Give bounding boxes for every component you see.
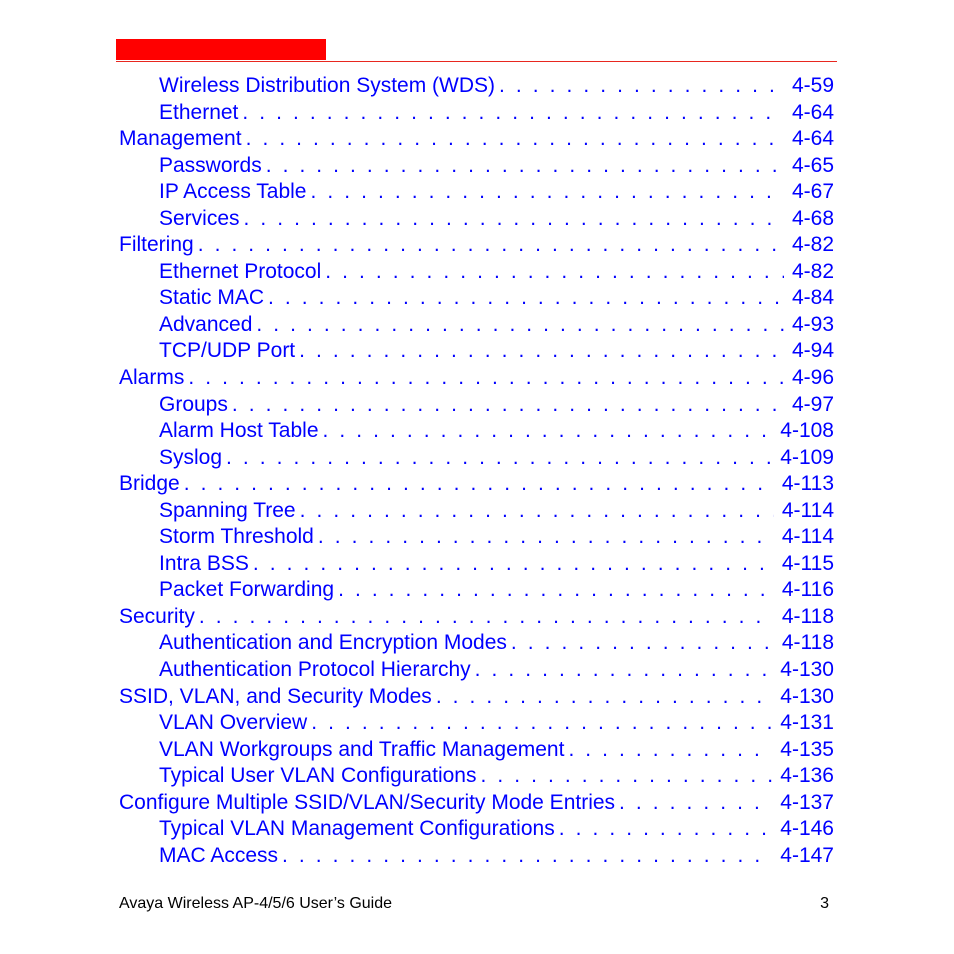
toc-dot-leader [318, 524, 774, 551]
toc-entry-page[interactable]: 4-116 [781, 578, 834, 602]
toc-entry-title[interactable]: VLAN Overview [159, 711, 308, 735]
toc-entry-page[interactable]: 4-96 [791, 366, 834, 390]
toc-entry-page[interactable]: 4-147 [780, 843, 834, 867]
toc-dot-leader [299, 338, 784, 365]
toc-entry[interactable] [119, 445, 834, 472]
toc-entry-title[interactable]: Static MAC [159, 286, 265, 310]
toc-entry[interactable] [119, 312, 834, 339]
toc-entry[interactable] [119, 604, 834, 631]
toc-entry[interactable] [119, 577, 834, 604]
toc-entry-page[interactable]: 4-65 [791, 153, 834, 177]
toc-entry-page[interactable]: 4-82 [791, 233, 834, 257]
toc-entry-page[interactable]: 4-84 [791, 286, 834, 310]
toc-dot-leader [480, 763, 772, 790]
toc-entry-title[interactable]: VLAN Workgroups and Traffic Management [159, 737, 565, 761]
toc-dot-leader [226, 445, 772, 472]
toc-entry[interactable] [119, 710, 834, 737]
toc-entry[interactable] [119, 153, 834, 180]
toc-entry-title[interactable]: Security [119, 604, 195, 628]
toc-entry[interactable] [119, 763, 834, 790]
toc-entry[interactable] [119, 630, 834, 657]
toc-entry-page[interactable]: 4-136 [780, 764, 834, 788]
toc-dot-leader [338, 577, 774, 604]
toc-entry[interactable] [119, 737, 834, 764]
footer-page-number: 3 [820, 895, 829, 912]
toc-dot-leader [300, 498, 774, 525]
toc-dot-leader [323, 418, 773, 445]
toc-dot-leader [436, 684, 772, 711]
toc-entry-title[interactable]: Filtering [119, 233, 194, 257]
toc-entry-page[interactable]: 4-64 [791, 127, 834, 151]
toc-entry[interactable] [119, 392, 834, 419]
toc-entry-title[interactable]: Alarms [119, 366, 185, 390]
toc-entry[interactable] [119, 365, 834, 392]
toc-entry-title[interactable]: Spanning Tree [159, 498, 296, 522]
toc-entry[interactable] [119, 285, 834, 312]
toc-entry-title[interactable]: TCP/UDP Port [159, 339, 296, 363]
toc-entry-title[interactable]: SSID, VLAN, and Security Modes [119, 684, 432, 708]
toc-dot-leader [511, 630, 774, 657]
toc-entry-page[interactable]: 4-97 [791, 392, 834, 416]
toc-entry-page[interactable]: 4-68 [791, 206, 834, 230]
toc-entry-page[interactable]: 4-109 [780, 445, 834, 469]
toc-entry-title[interactable]: Bridge [119, 472, 180, 496]
toc-entry[interactable] [119, 206, 834, 233]
toc-dot-leader [188, 365, 784, 392]
toc-entry[interactable] [119, 551, 834, 578]
toc-entry-title[interactable]: Ethernet Protocol [159, 259, 322, 283]
toc-entry-title[interactable]: Authentication Protocol Hierarchy [159, 658, 471, 682]
toc-entry[interactable] [119, 657, 834, 684]
toc-dot-leader [559, 816, 773, 843]
toc-entry[interactable] [119, 179, 834, 206]
toc-entry-page[interactable]: 4-59 [791, 74, 834, 97]
toc-entry-title[interactable]: Storm Threshold [159, 525, 314, 549]
toc-entry-title[interactable]: Services [159, 206, 240, 230]
toc-entry-title[interactable]: Passwords [159, 153, 262, 177]
toc-entry-title[interactable]: Syslog [159, 445, 223, 469]
toc-entry-page[interactable]: 4-82 [791, 259, 834, 283]
toc-dot-leader [311, 710, 772, 737]
toc-entry-title[interactable]: Configure Multiple SSID/VLAN/Security Mode Entries [119, 790, 616, 814]
toc-entry-page[interactable]: 4-108 [780, 419, 834, 443]
toc-entry-page[interactable]: 4-93 [791, 312, 834, 336]
table-of-contents [119, 73, 834, 869]
toc-entry-title[interactable]: Authentication and Encryption Modes [159, 631, 507, 655]
toc-entry[interactable] [119, 498, 834, 525]
toc-dot-leader [232, 392, 784, 419]
toc-entry[interactable] [119, 126, 834, 153]
toc-entry-page[interactable]: 4-114 [781, 498, 834, 522]
toc-entry-page[interactable]: 4-135 [780, 737, 834, 761]
footer-title: Avaya Wireless AP-4/5/6 User’s Guide [119, 895, 393, 912]
toc-entry-page[interactable]: 4-113 [781, 472, 834, 496]
toc-entry-page[interactable]: 4-130 [780, 658, 834, 682]
toc-entry[interactable] [119, 232, 834, 259]
toc-dot-leader [282, 843, 772, 870]
toc-entry[interactable] [119, 471, 834, 498]
toc-entry-page[interactable]: 4-64 [791, 100, 834, 124]
toc-entry[interactable] [119, 418, 834, 445]
toc-dot-leader [268, 285, 784, 312]
toc-entry[interactable] [119, 684, 834, 711]
toc-entry[interactable] [119, 73, 834, 100]
toc-entry-page[interactable]: 4-146 [780, 817, 834, 841]
toc-entry-page[interactable]: 4-131 [780, 711, 834, 735]
toc-dot-leader [310, 179, 783, 206]
toc-entry[interactable] [119, 843, 834, 870]
toc-entry-page[interactable]: 4-67 [791, 180, 834, 204]
toc-entry-title[interactable]: Wireless Distribution System (WDS) [159, 74, 496, 97]
toc-dot-leader [325, 259, 784, 286]
toc-entry-title[interactable]: Ethernet [159, 100, 239, 124]
toc-dot-leader [246, 126, 784, 153]
toc-entry-title[interactable]: MAC Access [159, 843, 279, 867]
toc-entry-title[interactable]: Groups [159, 392, 228, 416]
toc-entry-title[interactable]: Typical User VLAN Configurations [159, 764, 477, 788]
toc-entry[interactable] [119, 100, 834, 127]
toc-entry-page[interactable]: 4-137 [780, 790, 834, 814]
toc-dot-leader [244, 206, 784, 233]
toc-entry[interactable] [119, 524, 834, 551]
toc-entry[interactable] [119, 259, 834, 286]
toc-entry-page[interactable]: 4-94 [791, 339, 834, 363]
header-rule [116, 61, 837, 62]
toc-entry-title[interactable]: Typical VLAN Management Configurations [159, 817, 555, 841]
toc-entry-title[interactable]: Intra BSS [159, 551, 249, 575]
toc-entry[interactable] [119, 816, 834, 843]
toc-entry-title[interactable]: Management [119, 127, 242, 151]
toc-entry[interactable] [119, 790, 834, 817]
toc-dot-leader [475, 657, 773, 684]
toc-entry-page[interactable]: 4-118 [781, 631, 834, 655]
toc-dot-leader [242, 100, 784, 127]
toc-dot-leader [256, 312, 784, 339]
toc-dot-leader [619, 790, 772, 817]
toc-dot-leader [199, 604, 774, 631]
toc-dot-leader [198, 232, 784, 259]
toc-entry-title[interactable]: Advanced [159, 312, 253, 336]
toc-entry-title[interactable]: Packet Forwarding [159, 578, 335, 602]
toc-entry-title[interactable]: Alarm Host Table [159, 419, 319, 443]
toc-entry-title[interactable]: IP Access Table [159, 180, 307, 204]
toc-entry-page[interactable]: 4-130 [780, 684, 834, 708]
toc-entry-page[interactable]: 4-115 [781, 551, 834, 575]
toc-entry[interactable] [119, 338, 834, 365]
toc-entry-page[interactable]: 4-114 [781, 525, 834, 549]
toc-entry-page[interactable]: 4-118 [781, 604, 834, 628]
toc-dot-leader [184, 471, 774, 498]
toc-dot-leader [568, 737, 772, 764]
header-color-bar [116, 39, 326, 60]
toc-dot-leader [499, 73, 784, 100]
toc-dot-leader [266, 153, 784, 180]
toc-dot-leader [253, 551, 774, 578]
